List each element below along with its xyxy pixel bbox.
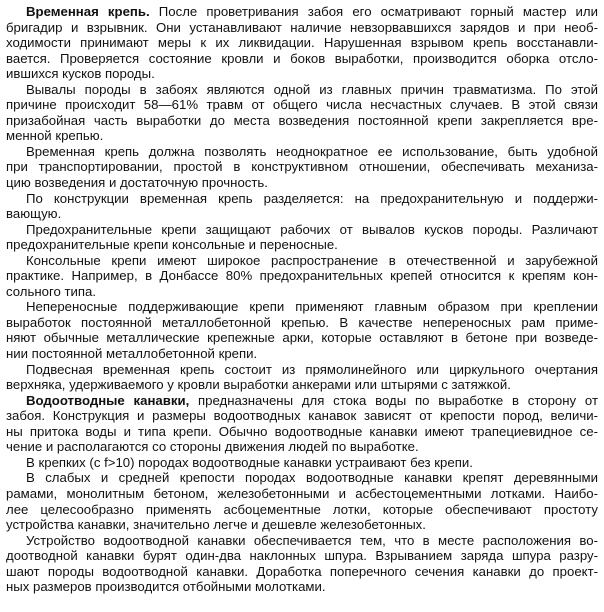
line-text: призабойная часть выработки до места возведения постоянной крепи закрепляется вре-: [6, 112, 598, 128]
line-text: шают породы водоотводной канавки. Доработка поперечного сечения канавки до проект-: [6, 563, 598, 579]
text-line: [6, 517, 598, 533]
line-text: Предохранительные крепи защищают рабочих от вывалов кусков породы. Различают: [26, 221, 598, 237]
line-text: сольного типа.: [6, 283, 97, 299]
line-text: В слабых и средней крепости породах водоотводные канавки крепят деревянными: [26, 470, 598, 486]
text-line: [6, 222, 598, 238]
line-text: лее целесообразно применять асбоцементные лотки, которые обеспечивают простоту: [6, 501, 598, 517]
line-text: ившихся кусков породы.: [6, 66, 155, 82]
text-line: [6, 237, 598, 253]
line-text: при транспортировании, простой в конструктивном отношении, обеспечивать механиза-: [6, 159, 598, 175]
line-text: доотводной канавки бурят один-два наклонных шпура. Взрыванием заряда шпура разру-: [6, 548, 598, 564]
paragraph: [6, 470, 598, 532]
document-page: [6, 0, 598, 595]
paragraph: [6, 191, 598, 222]
line-text: выработок постоянной металлобетонной крепью. В качестве непереносных рам приме-: [6, 314, 598, 330]
text-line: [6, 66, 598, 82]
text-line: [6, 20, 598, 36]
text-line: [6, 486, 598, 502]
line-text: ны притока воды и типа крепи. Обычно водоотводные канавки имеют трапециевидное се-: [6, 423, 598, 439]
text-line: [6, 362, 598, 378]
text-line: [6, 330, 598, 346]
paragraph: [6, 222, 598, 253]
line-text: нии постоянной металлобетонной крепи.: [6, 346, 258, 362]
text-line: [6, 408, 598, 424]
text-line: [6, 315, 598, 331]
text-line: [6, 144, 598, 160]
text-line: [6, 191, 598, 207]
text-line: [6, 439, 598, 455]
text-line: [6, 253, 598, 269]
text-line: [6, 206, 598, 222]
text-line: [6, 113, 598, 129]
line-text: вается. Проверяется состояние кровли и боков выработки, производится оборка отсло-: [6, 50, 598, 66]
text-line: [6, 470, 598, 486]
line-text: забоя. Конструкция и размеры водоотводных канавок зависят от крепости пород, величи-: [6, 408, 598, 424]
paragraph: [6, 455, 598, 471]
text-line: [6, 175, 598, 191]
line-text: практике. Например, в Донбассе 80% предохранительных крепей относится к крепям кон-: [6, 268, 598, 284]
line-text: верхняка, удерживаемого у кровли выработки анкерами или штырями с затяжкой.: [6, 377, 511, 393]
line-text: няют обычные металлические крепежные арки, которые оставляют в бетоне при возведе-: [6, 330, 598, 346]
text-line: [6, 51, 598, 67]
line-text: ных размеров производится отбойными молотками.: [6, 579, 326, 595]
paragraph: [6, 82, 598, 144]
line-text: Временная крепь должна позволять неоднократное ее использование, быть удобной: [26, 143, 598, 159]
line-text: устройства канавки, значительно легче и дешевле железобетонных.: [6, 517, 426, 533]
line-text: предохранительные крепи консольные и переносные.: [6, 237, 338, 253]
text-line: [6, 424, 598, 440]
line-text: ходимости принимают меры к их ликвидации. Нарушенная взрывом крепь восстанавли-: [6, 35, 598, 51]
line-text: Непереносные поддерживающие крепи применяют главным образом при креплении: [26, 299, 598, 315]
text-line: [6, 82, 598, 98]
line-text: В крепких (с f>10) породах водоотводные канавки устраивают без крепи.: [26, 454, 473, 470]
line-text: Устройство водоотводной канавки обеспечивается тем, что в месте расположения во-: [26, 532, 598, 548]
line-text: предназначены для стока воды по выработке в сторону от: [189, 392, 598, 408]
line-text: вающую.: [6, 206, 62, 222]
text-line: [6, 564, 598, 580]
text-line: [6, 128, 598, 144]
line-text: менной крепью.: [6, 128, 104, 144]
text-line: [6, 97, 598, 113]
bold-heading: Временная крепь.: [26, 4, 150, 19]
text-line: [6, 299, 598, 315]
line-text: Вывалы породы в забоях являются одной из главных причин травматизма. По этой: [26, 81, 598, 97]
line-text: причине происходит 58—61% травм от общего числа несчастных случаев. В этой связи: [6, 97, 598, 113]
bold-heading: Водоотводные канавки,: [26, 392, 190, 408]
text-line: [6, 35, 598, 51]
paragraph: [6, 144, 598, 191]
text-line: [6, 393, 598, 409]
line-text: По конструкции временная крепь разделяется: на предохранительную и поддержи-: [26, 190, 598, 206]
text-line: [6, 268, 598, 284]
paragraph: [6, 253, 598, 300]
text-line: [6, 579, 598, 595]
paragraph: [6, 299, 598, 361]
line-text: рамами, монолитным бетоном, железобетонными и асбестоцементными лотками. Наибо-: [6, 485, 598, 501]
text-line: [6, 346, 598, 362]
text-line: [6, 455, 598, 471]
paragraph: [6, 533, 598, 595]
text-line: [6, 284, 598, 300]
paragraph: [6, 393, 598, 455]
text-line: [6, 548, 598, 564]
text-line: [6, 533, 598, 549]
text-line: [6, 377, 598, 393]
line-text: Консольные крепи имеют широкое распространение в отечественной и зарубежной: [26, 252, 598, 268]
text-line: [6, 159, 598, 175]
text-line: [6, 502, 598, 518]
line-text: бригадир и взрывник. Они устанавливают наличие невзорвавшихся зарядов и при необ-: [6, 19, 598, 35]
text-line: [6, 4, 598, 20]
line-text: чение и располагаются со стороны движения людей по выработке.: [6, 439, 419, 455]
paragraph: [6, 362, 598, 393]
line-text: После проветривания забоя его осматривают горный мастер или: [149, 4, 598, 19]
line-text: Подвесная временная крепь состоит из прямолинейного или циркульного очертания: [26, 361, 598, 377]
paragraph: [6, 4, 598, 82]
line-text: цию возведения и достаточную прочность.: [6, 175, 268, 191]
